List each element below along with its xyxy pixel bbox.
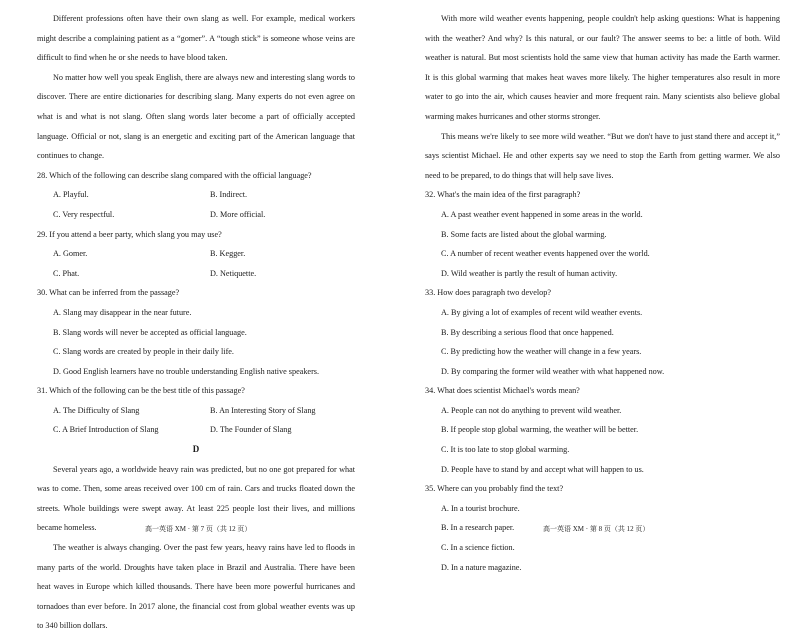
question-q33: 33. How does paragraph two develop? <box>425 288 551 298</box>
question-q34: 34. What does scientist Michael's words mean? <box>425 386 580 396</box>
option-q29-1: B. Kegger. <box>210 249 246 259</box>
passage-paragraph: No matter how well you speak English, there are always new and interesting slang words to discover. There are entire dictionaries for describing slang. Many experts do not even agree on what is and what is not slang. Often slang words later become a part of officially accepted language. Official or not, slang is an energetic and exciting part of the American language that continues to change. <box>37 72 355 161</box>
option-q35-3: D. In a nature magazine. <box>441 562 522 572</box>
right-page <box>415 0 800 572</box>
question-q32: 32. What's the main idea of the first paragraph? <box>425 190 581 200</box>
option-q33-2: C. By predicting how the weather will change in a few years. <box>441 347 642 357</box>
option-q30-0: A. Slang may disappear in the near future. <box>53 307 192 317</box>
option-q28-0: A. Playful. <box>53 190 89 200</box>
option-q33-0: A. By giving a lot of examples of recent wild weather events. <box>441 307 643 317</box>
option-q35-0: A. In a tourist brochure. <box>441 503 520 513</box>
option-q30-3: D. Good English learners have no trouble understanding English native speakers. <box>53 366 320 376</box>
passage-paragraph: Several years ago, a worldwide heavy rain was predicted, but no one got prepared for what was to come. Then, some areas received over 100 cm of rain. Cars and trucks floated down the streets. Whole buildings were swept away. At least 225 people lost their lives, and millions became homeless. <box>37 464 355 533</box>
question-q30: 30. What can be inferred from the passage? <box>37 288 180 298</box>
passage-paragraph: With more wild weather events happening, people couldn't help asking questions: What is happening with the weather? And why? Is this natural, or our fault? The answer seems to be: a little of both. Wild weather is natural. But most scientists hold the same view that human activity has made the Earth warmer. It is this global warming that makes heat waves more likely. The higher temperatures also result in more water to go into the air, which causes heavier and more frequent rain. Many scientists also believe global warming makes hurricanes and other storms stronger. <box>425 14 780 121</box>
question-q28: 28. Which of the following can describe slang compared with the official language? <box>37 170 312 180</box>
option-q29-0: A. Gomer. <box>53 249 88 259</box>
option-q29-2: C. Phat. <box>53 268 80 278</box>
option-q34-2: C. It is too late to stop global warming. <box>441 445 570 455</box>
option-q29-3: D. Netiquette. <box>210 268 257 278</box>
option-q32-3: D. Wild weather is partly the result of human activity. <box>441 268 618 278</box>
question-q31: 31. Which of the following can be the best title of this passage? <box>37 386 245 396</box>
passage-paragraph: This means we're likely to see more wild weather. “But we don't have to just stand there and accept it,” says scientist Michael. He and other experts say we need to stop the Earth from getting warmer. We also need to be prepared, to do things that will help save lives. <box>425 131 780 180</box>
question-q35: 35. Where can you probably find the text? <box>425 484 564 494</box>
option-q31-3: D. The Founder of Slang <box>210 425 292 435</box>
left-page-footer: 高一英语 XM · 第 7 页（共 12 页） <box>145 525 252 533</box>
page-divider <box>399 0 400 550</box>
option-q34-3: D. People have to stand by and accept what will happen to us. <box>441 464 644 474</box>
option-q31-0: A. The Difficulty of Slang <box>53 405 140 415</box>
option-q28-2: C. Very respectful. <box>53 209 115 219</box>
option-q34-0: A. People can not do anything to prevent wild weather. <box>441 405 622 415</box>
option-q31-1: B. An Interesting Story of Slang <box>210 405 316 415</box>
options-grid-q31 <box>37 401 355 440</box>
option-q30-1: B. Slang words will never be accepted as official language. <box>53 327 247 337</box>
section-label: D <box>192 444 200 455</box>
option-q34-1: B. If people stop global warming, the weather will be better. <box>441 425 639 435</box>
option-q35-2: C. In a science fiction. <box>441 543 515 553</box>
option-q33-1: B. By describing a serious flood that once happened. <box>441 327 614 337</box>
option-q35-1: B. In a research paper. <box>441 523 515 533</box>
passage-paragraph: Different professions often have their own slang as well. For example, medical workers might describe a complaining patient as a “gomer”. A “tough stick” is someone whose veins are difficult to find when he or she needs to have blood taken. <box>37 14 355 63</box>
options-grid-q29 <box>37 244 355 283</box>
option-q32-0: A. A past weather event happened in some areas in the world. <box>441 209 643 219</box>
question-q29: 29. If you attend a beer party, which slang you may use? <box>37 229 222 239</box>
option-q33-3: D. By comparing the former wild weather with what happened now. <box>441 366 665 376</box>
passage-paragraph: The weather is always changing. Over the past few years, heavy rains have led to floods in many parts of the world. Droughts have taken place in Brazil and Australia. There have been heat waves in Europe which killed thousands. There have been more powerful hurricanes and tornadoes than ever before. In 2017 alone, the financial cost from global weather events was up to 340 billion dollars. <box>37 543 355 631</box>
option-q30-2: C. Slang words are created by people in their daily life. <box>53 347 234 357</box>
option-q28-3: D. More official. <box>210 209 266 219</box>
right-page-footer: 高一英语 XM · 第 8 页（共 12 页） <box>543 525 650 533</box>
right-page-content <box>425 9 780 577</box>
option-q31-2: C. A Brief Introduction of Slang <box>53 425 159 435</box>
left-page-content <box>37 9 355 636</box>
option-q32-2: C. A number of recent weather events happened over the world. <box>441 249 650 259</box>
option-q28-1: B. Indirect. <box>210 190 248 200</box>
option-q32-1: B. Some facts are listed about the global warming. <box>441 229 607 239</box>
options-grid-q28 <box>37 185 355 224</box>
left-page <box>0 0 385 631</box>
